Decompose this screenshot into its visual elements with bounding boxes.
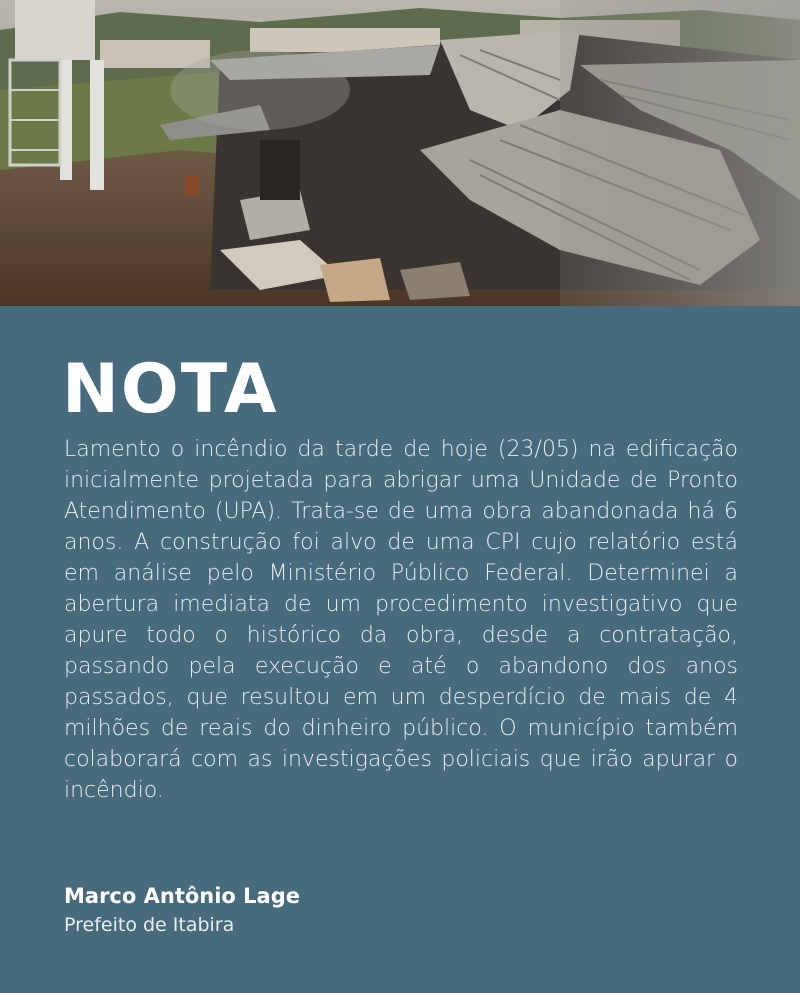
burned-building-photo [0,0,800,306]
note-body: Lamento o incêndio da tarde de hoje (23/05) na edificação inicialmente projetada para abrigar uma Unidade de Pronto Atendimento (UPA). Trata-se de uma obra abandonada há 6 anos. A construção foi alvo de uma CPI cujo relatório está em análise pelo Ministério Público Federal. Determinei a abertura imediata de um procedimento investigativo que apure todo o histórico da obra, desde a contratação, passando pela execução e até o abandono dos anos passados, que resultou em um desperdício de mais de 4 milhões de reais do dinheiro público. O município também colaborará com as investigações policiais que irão apurar o incêndio. [64,437,738,803]
note-panel [0,306,800,993]
signature-name: Marco Antônio Lage [64,884,300,908]
signature-role: Prefeito de Itabira [64,914,235,936]
note-title: NOTA [62,350,279,429]
